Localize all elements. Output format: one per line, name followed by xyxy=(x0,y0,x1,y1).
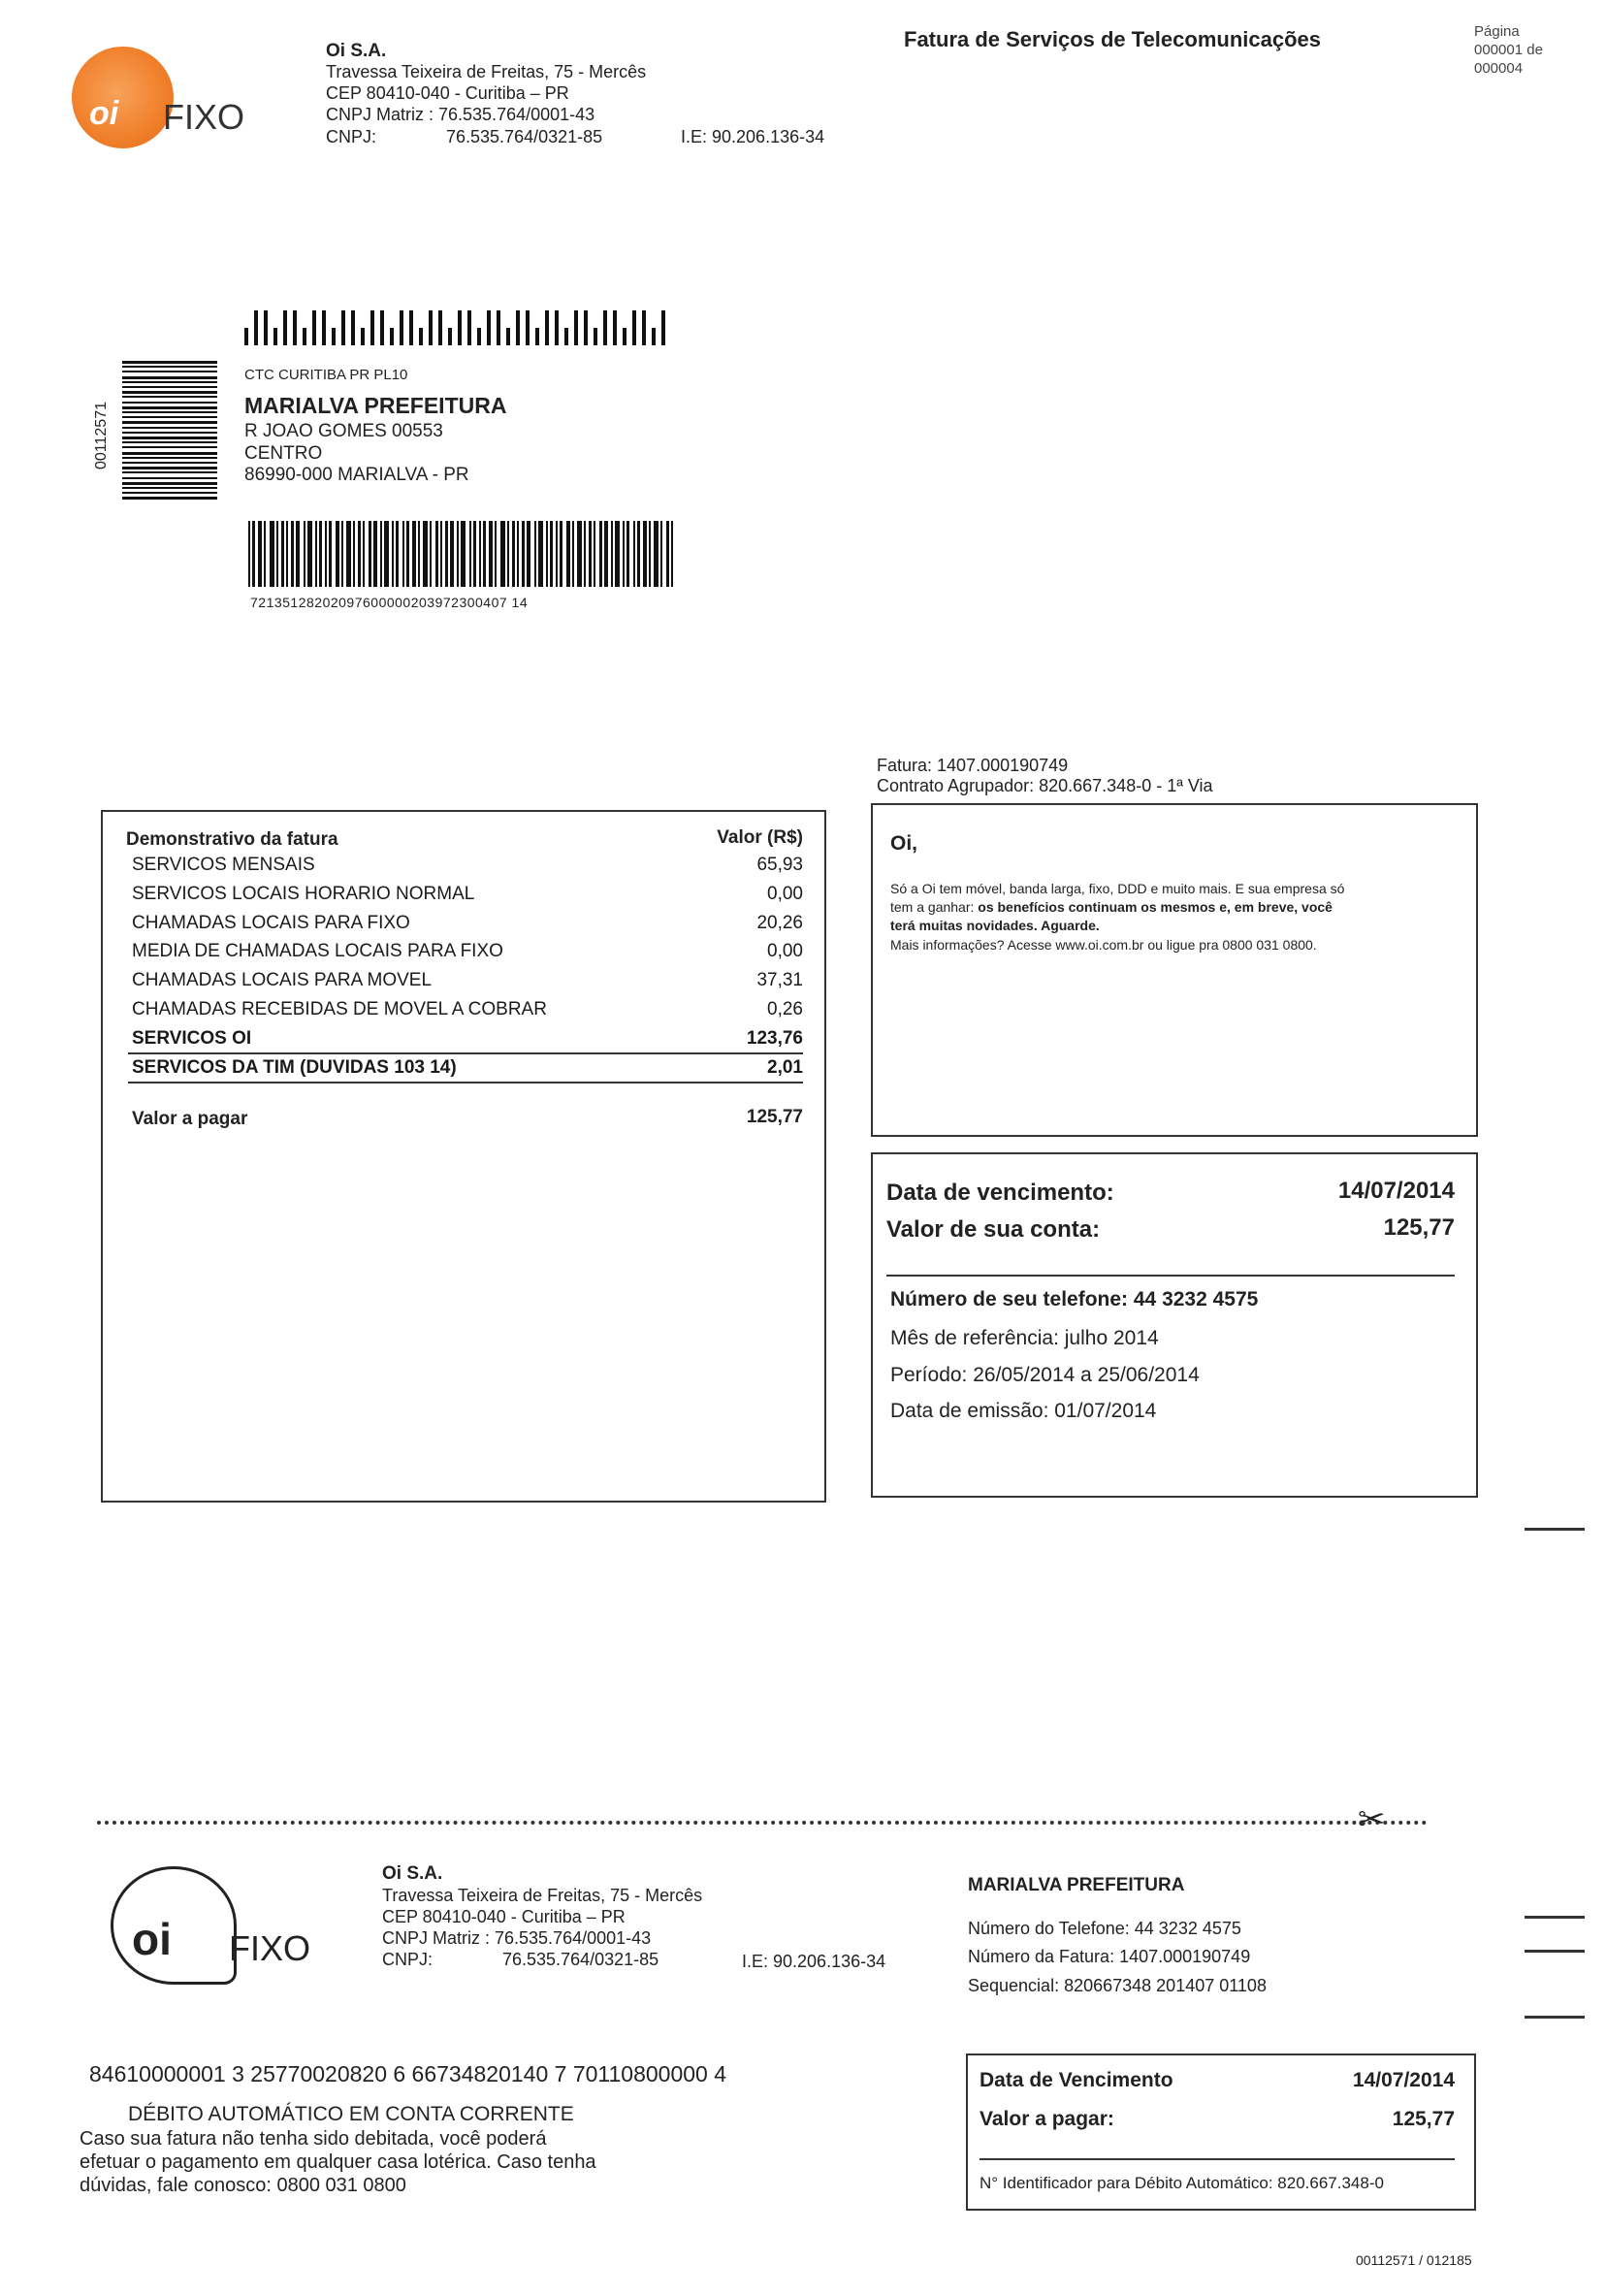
mail-barcode xyxy=(248,521,679,587)
stub-address-2: CEP 80410-040 - Curitiba – PR xyxy=(382,1907,626,1926)
page-number-1: 000001 de xyxy=(1474,42,1543,58)
barcode-bar xyxy=(122,361,217,364)
barcode-bar xyxy=(477,328,481,345)
company-address-1: Travessa Teixeira de Freitas, 75 - Mercês xyxy=(326,62,647,81)
barcode-bar xyxy=(122,416,217,418)
barcode-bar xyxy=(555,310,559,345)
barcode-bar xyxy=(633,521,635,587)
barcode-bar xyxy=(122,467,217,469)
debit-text-2: efetuar o pagamento em qualquer casa lotérica. Caso tenha xyxy=(80,2151,596,2173)
company-name: Oi S.A. xyxy=(326,41,387,61)
stub-cnpj-matriz: CNPJ Matriz : 76.535.764/0001-43 xyxy=(382,1928,652,1948)
barcode-bar xyxy=(380,521,382,587)
statement-row-label: SERVICOS LOCAIS HORARIO NORMAL xyxy=(132,884,475,904)
statement-row-value: 20,26 xyxy=(756,913,803,933)
statement-box xyxy=(101,810,826,1503)
barcode-bar xyxy=(122,462,217,464)
barcode-bar xyxy=(329,521,332,587)
barcode-bar xyxy=(384,521,389,587)
barcode-bar xyxy=(671,521,673,587)
barcode-bar xyxy=(594,521,595,587)
barcode-bar xyxy=(341,521,343,587)
oi-logo-outline-icon xyxy=(111,1866,237,1985)
barcode-bar xyxy=(390,328,394,345)
barcode-bar xyxy=(517,521,519,587)
barcode-bar xyxy=(652,328,656,345)
stub-cnpj-label: CNPJ: xyxy=(382,1950,434,1969)
barcode-bar xyxy=(122,432,217,434)
barcode-bar xyxy=(534,521,536,587)
recipient-district: CENTRO xyxy=(244,443,323,464)
barcode-bar xyxy=(264,310,268,345)
due-divider xyxy=(886,1275,1455,1277)
barcode-bar xyxy=(643,521,647,587)
stub-ie: I.E: 90.206.136-34 xyxy=(742,1952,886,1971)
barcode-bar xyxy=(626,521,629,587)
barcode-bar xyxy=(577,521,582,587)
barcode-bar xyxy=(358,521,361,587)
barcode-bar xyxy=(457,521,459,587)
recipient-city: 86990-000 MARIALVA - PR xyxy=(244,465,469,485)
statement-title: Demonstrativo da fatura xyxy=(126,829,338,850)
barcode-bar xyxy=(594,328,597,345)
barcode-bar xyxy=(122,427,217,429)
barcode-bar xyxy=(122,371,217,372)
statement-row-value: 37,31 xyxy=(756,970,803,990)
barcode-bar xyxy=(526,310,530,345)
barcode-bar xyxy=(270,521,274,587)
barcode-bar xyxy=(467,310,471,345)
barcode-bar xyxy=(649,521,651,587)
barcode-bar xyxy=(380,310,384,345)
company-cnpj-label: CNPJ: xyxy=(326,127,377,146)
company-cnpj-value: 76.535.764/0321-85 xyxy=(446,127,603,146)
stub-address-1: Travessa Teixeira de Freitas, 75 - Mercês xyxy=(382,1886,703,1905)
route-code: CTC CURITIBA PR PL10 xyxy=(244,367,408,383)
barcode-bar xyxy=(122,457,217,459)
statement-row-label: SERVICOS MENSAIS xyxy=(132,855,315,875)
barcode-bar xyxy=(122,391,217,394)
barcode-bar xyxy=(276,521,278,587)
stub-amount-value: 125,77 xyxy=(1392,2108,1455,2130)
margin-mark xyxy=(1525,1528,1585,1531)
barcode-bar xyxy=(406,521,409,587)
debit-identifier: N° Identificador para Débito Automático: 820.667.348-0 xyxy=(980,2174,1384,2192)
company-address-2: CEP 80410-040 - Curitiba – PR xyxy=(326,83,569,103)
barcode-bar xyxy=(122,452,217,455)
debit-title: DÉBITO AUTOMÁTICO EM CONTA CORRENTE xyxy=(128,2103,574,2125)
stub-customer: MARIALVA PREFEITURA xyxy=(968,1875,1185,1895)
barcode-bar xyxy=(666,521,669,587)
barcode-bar xyxy=(122,376,217,379)
barcode-bar xyxy=(273,328,277,345)
statement-row-value: 2,01 xyxy=(767,1057,803,1078)
barcode-bar xyxy=(527,521,530,587)
barcode-bar xyxy=(516,310,520,345)
barcode-bar xyxy=(254,310,258,345)
stub-due-value: 14/07/2014 xyxy=(1352,2069,1455,2091)
barcode-bar xyxy=(512,521,515,587)
message-line-1: Só a Oi tem móvel, banda larga, fixo, DDD e muito mais. E sua empresa só xyxy=(890,881,1345,896)
barcode-bar xyxy=(632,310,636,345)
issue-date: Data de emissão: 01/07/2014 xyxy=(890,1400,1157,1422)
barcode-bar xyxy=(469,521,471,587)
stub-amount-label: Valor a pagar: xyxy=(980,2108,1114,2130)
barcode-bar xyxy=(654,521,658,587)
barcode-bar xyxy=(283,310,287,345)
barcode-bar xyxy=(423,521,428,587)
barcode-bar xyxy=(392,521,394,587)
barcode-bar xyxy=(304,521,305,587)
barcode-bar xyxy=(293,310,297,345)
stub-cnpj-value: 76.535.764/0321-85 xyxy=(502,1950,659,1969)
barcode-bar xyxy=(450,521,454,587)
company-cnpj-matriz: CNPJ Matriz : 76.535.764/0001-43 xyxy=(326,105,595,124)
barcode-bar xyxy=(435,521,438,587)
brand-fixo: FIXO xyxy=(163,97,245,137)
barcode-bar xyxy=(286,521,288,587)
barcode-bar xyxy=(312,310,316,345)
barcode-bar xyxy=(122,366,217,368)
barcode-bar xyxy=(660,521,662,587)
barcode-bar xyxy=(122,492,217,494)
barcode-bar xyxy=(122,497,217,500)
barcode-bar xyxy=(332,328,336,345)
barcode-bar xyxy=(566,521,570,587)
stub-oi-logo-text: oi xyxy=(132,1914,172,1964)
barcode-bar xyxy=(369,521,371,587)
due-box xyxy=(871,1152,1478,1498)
barcode-bar xyxy=(370,310,374,345)
barcode-bar xyxy=(351,310,355,345)
barcode-bar xyxy=(572,521,574,587)
barcode-bar xyxy=(363,521,365,587)
statement-divider xyxy=(128,1052,803,1054)
stub-due-divider xyxy=(980,2158,1455,2160)
barcode-bar xyxy=(448,328,452,345)
message-line-2b: os benefícios continuam os mesmos e, em breve, você xyxy=(978,899,1333,915)
barcode-bar xyxy=(248,521,250,587)
message-line-2 xyxy=(890,899,1333,915)
barcode-bar xyxy=(244,328,248,345)
statement-row-label: SERVICOS OI xyxy=(132,1028,252,1049)
barcode-bar xyxy=(584,310,588,345)
message-box xyxy=(871,803,1478,1137)
barcode-bar xyxy=(479,521,481,587)
reference-month: Mês de referência: julho 2014 xyxy=(890,1327,1159,1349)
due-date-label: Data de vencimento: xyxy=(886,1180,1114,1206)
message-line-2a: tem a ganhar: xyxy=(890,899,979,915)
barcode-bar xyxy=(461,521,466,587)
company-ie: I.E: 90.206.136-34 xyxy=(681,127,825,146)
barcode-bar xyxy=(258,521,262,587)
barcode-bar xyxy=(603,310,607,345)
barcode-bar xyxy=(122,441,217,443)
barcode-bar xyxy=(291,521,294,587)
barcode-bar xyxy=(613,310,617,345)
statement-row-label: CHAMADAS LOCAIS PARA MOVEL xyxy=(132,970,433,990)
barcode-bar xyxy=(430,521,432,587)
barcode-bar xyxy=(500,521,505,587)
due-date-value: 14/07/2014 xyxy=(1337,1178,1455,1204)
margin-mark xyxy=(1525,1950,1585,1953)
barcode-bar xyxy=(122,402,217,404)
amount-label: Valor de sua conta: xyxy=(886,1216,1101,1243)
side-code: 00112571 xyxy=(93,402,110,469)
margin-mark xyxy=(1525,1916,1585,1919)
barcode-bar xyxy=(396,521,399,587)
statement-row-value: 0,00 xyxy=(767,884,803,904)
barcode-bar xyxy=(615,521,620,587)
barcode-bar xyxy=(611,521,613,587)
barcode-bar xyxy=(122,386,217,388)
barcode-bar xyxy=(495,521,497,587)
barcode-bar xyxy=(637,521,640,587)
barcode-bar xyxy=(642,310,646,345)
barcode-bar xyxy=(122,437,217,439)
barcode-bar xyxy=(400,310,403,345)
barcode-bar xyxy=(373,521,377,587)
barcode-bar xyxy=(506,328,510,345)
barcode-bar xyxy=(252,521,255,587)
barcode-bar xyxy=(346,521,351,587)
statement-row-label: SERVICOS DA TIM (DUVIDAS 103 14) xyxy=(132,1057,457,1078)
barcode-bar xyxy=(412,521,416,587)
scissors-icon: ✂ xyxy=(1358,1801,1386,1838)
barcode-bar xyxy=(409,310,413,345)
barcode-bar xyxy=(122,477,217,479)
barcode-bar xyxy=(564,328,568,345)
barcode-bar xyxy=(264,521,266,587)
barcode-bar xyxy=(402,521,404,587)
stub-due-box xyxy=(966,2053,1476,2211)
barcode-bar xyxy=(336,521,339,587)
barcode-bar xyxy=(483,521,486,587)
barcode-bar xyxy=(550,521,553,587)
barcode-bar xyxy=(538,521,543,587)
page-number-2: 000004 xyxy=(1474,60,1524,77)
footer-code: 00112571 / 012185 xyxy=(1356,2252,1472,2268)
total-value: 125,77 xyxy=(746,1107,803,1127)
barcode-bar xyxy=(487,310,491,345)
barcode-bar xyxy=(122,421,217,424)
barcode-bar xyxy=(319,521,322,587)
barcode-bar xyxy=(546,521,548,587)
barcode-bar xyxy=(522,521,525,587)
barcode-bar xyxy=(419,328,423,345)
barcode-bar xyxy=(440,521,442,587)
barcode-bar xyxy=(418,521,420,587)
statement-row-value: 0,26 xyxy=(767,999,803,1019)
stub-due-label: Data de Vencimento xyxy=(980,2069,1173,2091)
total-label: Valor a pagar xyxy=(132,1109,248,1129)
barcode-bar xyxy=(445,521,448,587)
barcode-bar xyxy=(429,310,433,345)
oi-logo-icon xyxy=(72,47,174,148)
debit-text-3: dúvidas, fale conosco: 0800 031 0800 xyxy=(80,2175,406,2196)
barcode-bar xyxy=(303,328,306,345)
barcode-bar xyxy=(122,411,217,413)
barcode-bar xyxy=(535,328,539,345)
barcode-bar xyxy=(122,487,217,489)
barcode-bar xyxy=(322,310,326,345)
stub-brand-fixo: FIXO xyxy=(229,1928,311,1968)
barcode-bar xyxy=(122,381,217,383)
digit-line: 84610000001 3 25770020820 6 66734820140 7 70110800000 4 xyxy=(89,2061,727,2086)
barcode-bar xyxy=(122,406,217,409)
contract-number: Contrato Agrupador: 820.667.348-0 - 1ª Via xyxy=(877,776,1213,795)
statement-row-value: 0,00 xyxy=(767,941,803,961)
stub-sequence: Sequencial: 820667348 201407 01108 xyxy=(968,1976,1267,1995)
document-title: Fatura de Serviços de Telecomunicações xyxy=(904,27,1321,51)
barcode-bar xyxy=(623,328,626,345)
barcode-bar xyxy=(122,396,217,398)
barcode-bar xyxy=(307,521,312,587)
barcode-bar xyxy=(489,521,493,587)
stub-invoice-number: Número da Fatura: 1407.000190749 xyxy=(968,1947,1251,1966)
barcode-bar xyxy=(623,521,625,587)
barcode-bar xyxy=(122,446,217,448)
barcode-bar xyxy=(497,310,500,345)
barcode-bar xyxy=(122,482,217,485)
recipient-name: MARIALVA PREFEITURA xyxy=(244,393,507,418)
phone-number: Número de seu telefone: 44 3232 4575 xyxy=(890,1288,1259,1310)
margin-mark xyxy=(1525,2016,1585,2019)
barcode-bar xyxy=(341,310,345,345)
message-line-3: terá muitas novidades. Aguarde. xyxy=(890,918,1100,933)
barcode-bar xyxy=(545,310,549,345)
barcode-bar xyxy=(599,521,602,587)
statement-row-label: MEDIA DE CHAMADAS LOCAIS PARA FIXO xyxy=(132,941,503,961)
statement-value-header: Valor (R$) xyxy=(717,827,803,848)
barcode-bar xyxy=(589,521,592,587)
cut-line xyxy=(97,1821,1428,1825)
barcode-bar xyxy=(556,521,558,587)
mail-barcode-number: 72135128202097600000203972300407 14 xyxy=(250,595,529,610)
barcode-bar xyxy=(281,521,284,587)
statement-row-value: 65,93 xyxy=(756,855,803,875)
statement-row-label: CHAMADAS RECEBIDAS DE MOVEL A COBRAR xyxy=(132,999,547,1019)
barcode-bar xyxy=(604,521,608,587)
stub-company-name: Oi S.A. xyxy=(382,1863,443,1884)
barcode-bar xyxy=(507,521,509,587)
invoice-number: Fatura: 1407.000190749 xyxy=(877,756,1069,775)
message-greeting: Oi, xyxy=(890,832,918,855)
postal-barcode-top xyxy=(244,308,671,345)
statement-table xyxy=(132,855,803,1146)
barcode-bar xyxy=(574,310,578,345)
statement-row-value: 123,76 xyxy=(746,1028,803,1049)
barcode-bar xyxy=(122,471,217,473)
barcode-bar xyxy=(325,521,327,587)
side-barcode xyxy=(122,361,217,502)
debit-text-1: Caso sua fatura não tenha sido debitada, você poderá xyxy=(80,2128,547,2150)
statement-row-label: CHAMADAS LOCAIS PARA FIXO xyxy=(132,913,410,933)
barcode-bar xyxy=(661,310,665,345)
barcode-bar xyxy=(584,521,586,587)
barcode-bar xyxy=(353,521,355,587)
amount-value: 125,77 xyxy=(1383,1214,1455,1241)
billing-period: Período: 26/05/2014 a 25/06/2014 xyxy=(890,1364,1200,1386)
barcode-bar xyxy=(296,521,300,587)
barcode-bar xyxy=(438,310,442,345)
barcode-bar xyxy=(473,521,476,587)
recipient-street: R JOAO GOMES 00553 xyxy=(244,421,443,441)
message-line-4: Mais informações? Acesse www.oi.com.br ou ligue pra 0800 031 0800. xyxy=(890,937,1317,953)
barcode-bar xyxy=(361,328,365,345)
statement-divider xyxy=(128,1082,803,1083)
barcode-bar xyxy=(458,310,462,345)
oi-logo-text: oi xyxy=(89,95,119,132)
barcode-bar xyxy=(315,521,317,587)
stub-phone: Número do Telefone: 44 3232 4575 xyxy=(968,1919,1241,1938)
barcode-bar xyxy=(560,521,562,587)
page-label: Página xyxy=(1474,23,1520,40)
